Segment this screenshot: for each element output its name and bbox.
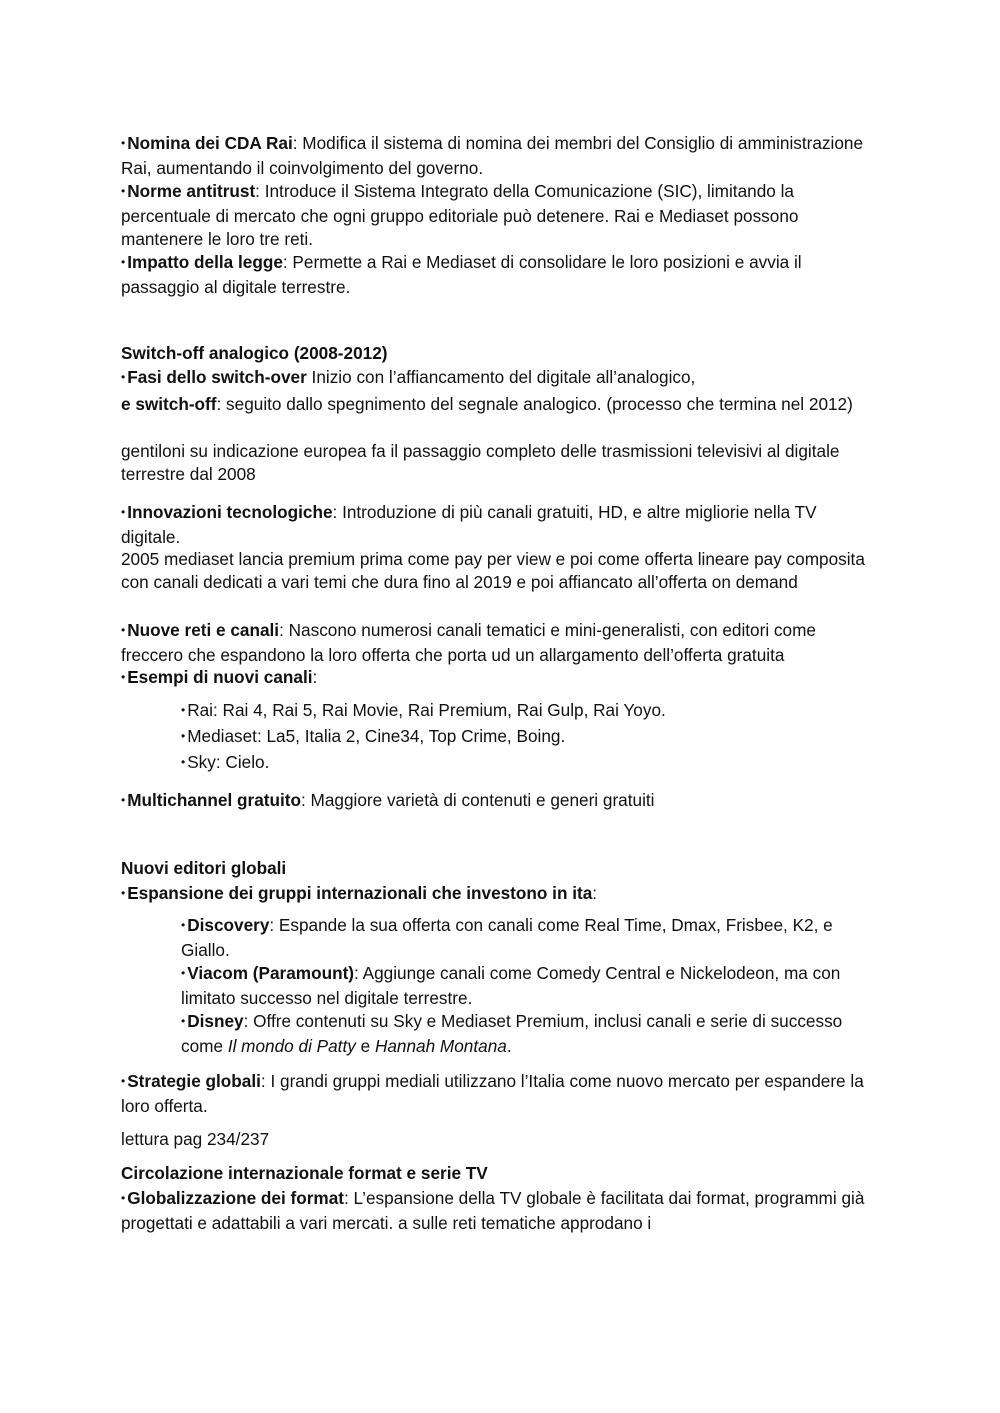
- term-label: Globalizzazione dei format: [127, 1188, 344, 1208]
- bullet-icon: •: [121, 255, 126, 269]
- paragraph-mediaset-2005: 2005 mediaset lancia premium prima come pay per view e poi come offerta lineare pay composita con canali dedicati a vari temi che dura fino al 2019 e poi affiancato all’offerta on demand: [121, 549, 865, 592]
- term-label: Norme antitrust: [127, 181, 256, 201]
- bullet-icon: •: [181, 966, 186, 980]
- term-text: : Aggiunge canali come Comedy Central e Nickelodeon, ma con limitato successo nel digitale terrestre.: [181, 963, 841, 1008]
- term-label: Viacom (Paramount): [187, 963, 355, 983]
- bullet-nomina-cda: [121, 132, 871, 180]
- term-text: : Introduzione di più canali gratuiti, HD, e altre migliorie nella TV digitale.: [121, 502, 817, 547]
- period-text: .: [506, 1036, 512, 1056]
- term-text: : Introduce il Sistema Integrato della Comunicazione (SIC), limitando la percentuale di mercato che ogni gruppo editoriale può detenere. Rai e Mediaset possono mantenere le loro tre reti.: [121, 181, 799, 249]
- paragraph-lettura: lettura pag 234/237: [121, 1129, 270, 1149]
- bullet-fasi-switch-over: [121, 366, 871, 391]
- bullet-icon: •: [121, 623, 126, 637]
- term-text: : Permette a Rai e Mediaset di consolidare le loro posizioni e avvia il passaggio al digitale terrestre.: [121, 252, 802, 297]
- term-label: Discovery: [187, 915, 270, 935]
- paragraph-gentiloni: gentiloni su indicazione europea fa il passaggio completo delle trasmissioni televisivi al digitale terrestre dal 2008: [121, 441, 840, 484]
- bullet-icon: •: [181, 729, 186, 743]
- term-text: :: [312, 667, 318, 687]
- bullet-icon: •: [181, 1014, 186, 1028]
- term-label: Esempi di nuovi canali: [127, 667, 313, 687]
- term-label: Innovazioni tecnologiche: [127, 502, 333, 522]
- term-text: : Modifica il sistema di nomina dei membri del Consiglio di amministrazione Rai, aumentando il coinvolgimento del governo.: [121, 133, 864, 178]
- series-title: Hannah Montana: [374, 1036, 507, 1056]
- sub-bullet-sky: [181, 751, 871, 776]
- sub-bullet-viacom: [181, 962, 871, 1010]
- bullet-icon: •: [181, 703, 186, 717]
- bullet-icon: •: [121, 505, 126, 519]
- section-heading-nuovi-editori: Nuovi editori globali: [121, 858, 287, 878]
- term-label: Strategie globali: [127, 1071, 261, 1091]
- term-text: : Espande la sua offerta con canali come Real Time, Dmax, Frisbee, K2, e Giallo.: [181, 915, 833, 960]
- term-text: Inizio con l’affiancamento del digitale all’analogico,: [306, 367, 696, 387]
- bullet-icon: •: [121, 670, 126, 684]
- paragraph-switch-off: [121, 393, 871, 416]
- term-text: :: [592, 883, 598, 903]
- bullet-esempi-canali: [121, 666, 871, 691]
- conjunction-text: e: [355, 1036, 375, 1056]
- bullet-multichannel: [121, 789, 871, 814]
- term-text: : Offre contenuti su Sky e Mediaset Premium, inclusi canali e serie di successo come: [181, 1011, 843, 1056]
- term-label: Nomina dei CDA Rai: [127, 133, 293, 153]
- bullet-espansione-gruppi: [121, 882, 871, 907]
- term-text: : I grandi gruppi mediali utilizzano l’Italia come nuovo mercato per espandere la loro offerta.: [121, 1071, 864, 1116]
- section-heading-circolazione: Circolazione internazionale format e serie TV: [121, 1163, 488, 1183]
- term-text: : L’espansione della TV globale è facilitata dai format, programmi già progettati e adattabili a vari mercati. a sulle reti tematiche approdano i: [121, 1188, 865, 1233]
- term-label: e switch-off: [121, 394, 217, 414]
- sub-bullet-rai: [181, 699, 871, 724]
- term-label: Fasi dello switch-over: [127, 367, 307, 387]
- section-heading-switch-off: Switch-off analogico (2008-2012): [121, 343, 388, 363]
- list-item-text: Mediaset: La5, Italia 2, Cine34, Top Crime, Boing.: [187, 726, 566, 746]
- bullet-strategie-globali: [121, 1070, 871, 1118]
- bullet-icon: •: [181, 755, 186, 769]
- term-text: : seguito dallo spegnimento del segnale analogico. (processo che termina nel 2012): [216, 394, 853, 414]
- bullet-impatto-legge: [121, 251, 871, 299]
- bullet-innovazioni: [121, 501, 871, 549]
- term-label: Impatto della legge: [127, 252, 283, 272]
- bullet-icon: •: [121, 1191, 126, 1205]
- bullet-nuove-reti: [121, 619, 871, 667]
- bullet-icon: •: [121, 370, 126, 384]
- sub-bullet-mediaset: [181, 725, 871, 750]
- bullet-icon: •: [121, 1074, 126, 1088]
- term-text: : Nascono numerosi canali tematici e mini-generalisti, con editori come freccero che espandono la loro offerta che porta ud un allargamento dell’offerta gratuita: [121, 620, 816, 665]
- bullet-icon: •: [121, 793, 126, 807]
- bullet-icon: •: [121, 136, 126, 150]
- sub-bullet-discovery: [181, 914, 871, 962]
- bullet-norme-antitrust: [121, 180, 871, 251]
- list-item-text: Rai: Rai 4, Rai 5, Rai Movie, Rai Premium, Rai Gulp, Rai Yoyo.: [187, 700, 666, 720]
- bullet-icon: •: [121, 886, 126, 900]
- term-label: Espansione dei gruppi internazionali che investono in ita: [127, 883, 593, 903]
- term-label: Nuove reti e canali: [127, 620, 280, 640]
- bullet-icon: •: [121, 184, 126, 198]
- series-title: Il mondo di Patty: [227, 1036, 356, 1056]
- sub-bullet-disney: [181, 1010, 871, 1058]
- list-item-text: Sky: Cielo.: [187, 752, 270, 772]
- term-label: Disney: [187, 1011, 244, 1031]
- term-label: Multichannel gratuito: [127, 790, 301, 810]
- bullet-globalizzazione-format: [121, 1187, 871, 1235]
- bullet-icon: •: [181, 918, 186, 932]
- term-text: : Maggiore varietà di contenuti e generi gratuiti: [300, 790, 655, 810]
